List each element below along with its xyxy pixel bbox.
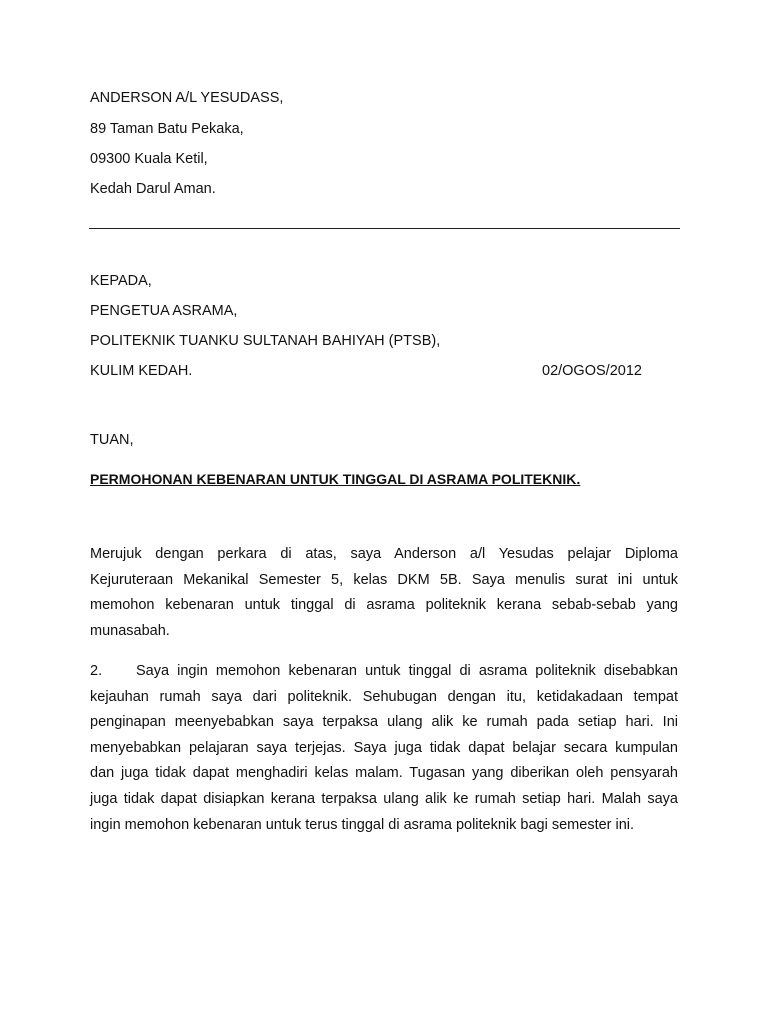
header-divider [89,228,680,229]
recipient-title: PENGETUA ASRAMA, [90,303,238,319]
sender-name: ANDERSON A/L YESUDASS, [90,90,284,106]
recipient-location: KULIM KEDAH. [90,363,193,379]
paragraph-2-row: juga tidak dapat disiapkan kerana terpaksa ulang alik ke rumah setiap hari. Malah saya [90,790,678,807]
letter-date: 02/OGOS/2012 [542,363,642,379]
letter-subject: PERMOHONAN KEBENARAN UNTUK TINGGAL DI ASRAMA POLITEKNIK. [90,471,581,487]
paragraph-2-first-row [90,659,678,685]
paragraph-2-row: ingin memohon kebenaran untuk terus tinggal di asrama politeknik bagi semester ini. [90,816,635,833]
sender-address-line1: 89 Taman Batu Pekaka, [90,121,244,137]
paragraph-2 [90,659,678,838]
paragraph-2-row: Saya ingin memohon kebenaran untuk tinggal di asrama politeknik disebabkan [136,663,678,679]
sender-address-line2: 09300 Kuala Ketil, [90,151,208,167]
paragraph-1 [90,542,678,644]
recipient-institution: POLITEKNIK TUANKU SULTANAH BAHIYAH (PTSB), [90,333,441,349]
paragraph-1-row: munasabah. [90,622,170,639]
greeting: TUAN, [90,432,134,448]
paragraph-1-row: Merujuk dengan perkara di atas, saya Anderson a/l Yesudas pelajar Diploma [90,546,678,562]
paragraph-2-number: 2. [90,663,103,679]
paragraph-2-row: penginapan meenyebabkan saya terpaksa ulang alik ke rumah pada setiap hari. Ini [90,714,678,731]
sender-address-line3: Kedah Darul Aman. [90,181,216,197]
paragraph-1-row: memohon kebenaran untuk tinggal di asrama politeknik kerana sebab-sebab yang [90,597,678,614]
paragraph-2-row: menyebabkan pelajaran saya terjejas. Saya juga tidak dapat belajar secara kumpulan [90,739,678,756]
recipient-salutation: KEPADA, [90,273,152,289]
paragraph-1-row: Kejuruteraan Mekanikal Semester 5, kelas DKM 5B. Saya menulis surat ini untuk [90,571,678,588]
paragraph-2-row: kejauhan rumah saya dari politeknik. Sehubugan dengan itu, ketidakadaan tempat [90,688,678,705]
paragraph-2-row: dan juga tidak dapat menghadiri kelas malam. Tugasan yang diberikan oleh pensyarah [90,765,678,782]
